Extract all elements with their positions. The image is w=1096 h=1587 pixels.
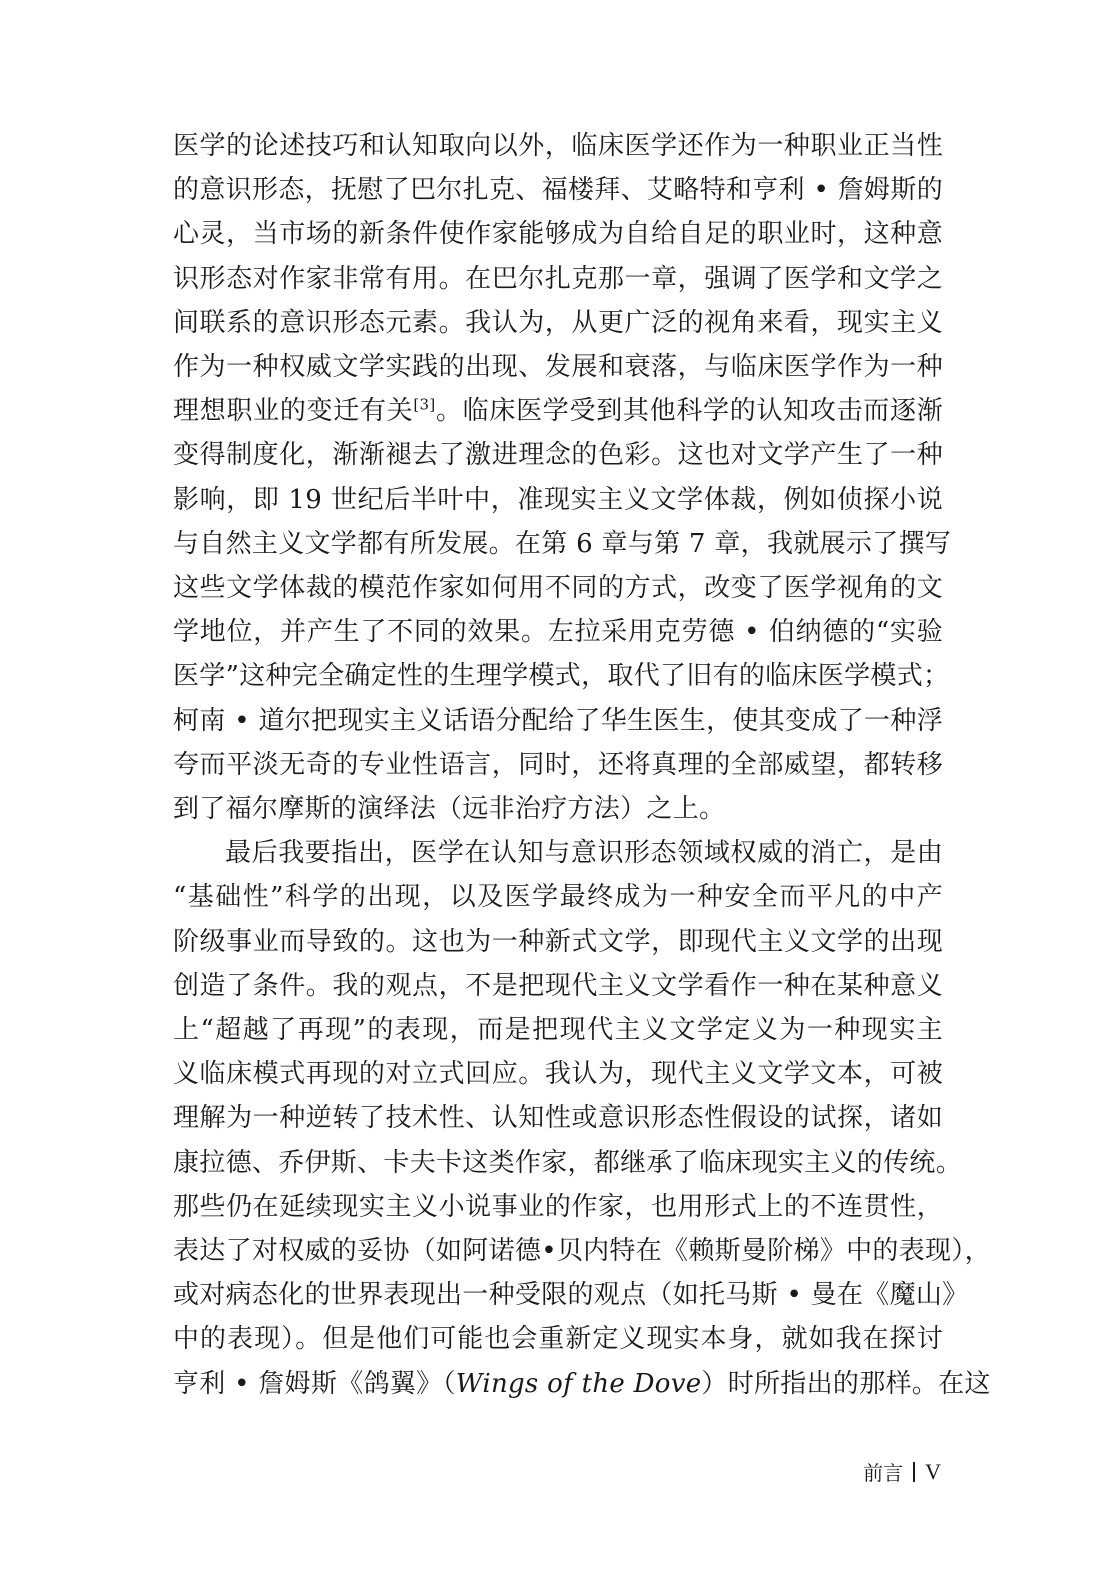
text-line: 间联系的意识形态元素。我认为，从更广泛的视角来看，现实主义 [173, 307, 943, 338]
text-segment: 。临床医学受到其他科学的认知攻击而逐渐 [435, 396, 944, 427]
text-line: 的意识形态，抚慰了巴尔扎克、福楼拜、艾略特和亨利 • 詹姆斯的 [173, 175, 943, 206]
text-line: 上“超越了再现”的表现，而是把现代主义文学定义为一种现实主 [173, 1015, 943, 1046]
text-line [173, 1362, 991, 1406]
text-line: 表达了对权威的妥协（如阿诺德•贝内特在《赖斯曼阶梯》中的表现）， [173, 1236, 991, 1267]
page-number: V [925, 1458, 941, 1484]
text-line: 这些文学体裁的模范作家如何用不同的方式，改变了医学视角的文 [173, 573, 943, 604]
text-line [173, 389, 943, 433]
footnote-reference[interactable]: [3] [413, 395, 436, 414]
text-segment: 亨利 • 詹姆斯《鸽翼》（ [173, 1368, 456, 1399]
text-line: 那些仍在延续现实主义小说事业的作家，也用形式上的不连贯性， [173, 1191, 943, 1222]
book-title-italic: Wings of the Dove [455, 1368, 702, 1399]
text-line: 康拉德、乔伊斯、卡夫卡这类作家，都继承了临床现实主义的传统。 [173, 1147, 963, 1178]
body-text [173, 124, 991, 1406]
text-line: 医学的论述技巧和认知取向以外，临床医学还作为一种职业正当性 [173, 131, 943, 161]
paragraph-1 [173, 124, 952, 831]
text-segment: 理想职业的变迁有关 [173, 396, 414, 427]
text-line: 最后我要指出，医学在认知与意识形态领域权威的消亡，是由 [225, 838, 943, 869]
text-line: 义临床模式再现的对立式回应。我认为，现代主义文学文本，可被 [173, 1059, 943, 1090]
text-line: 变得制度化，渐渐褪去了激进理念的色彩。这也对文学产生了一种 [173, 440, 943, 471]
text-line: 或对病态化的世界表现出一种受限的观点（如托马斯 • 曼在《魔山》 [173, 1280, 969, 1311]
text-line: 夸而平淡无奇的专业性语言，同时，还将真理的全部威望，都转移 [173, 749, 943, 780]
text-line: 影响，即 19 世纪后半叶中，准现实主义文学体裁，例如侦探小说 [173, 484, 943, 515]
text-line: 创造了条件。我的观点，不是把现代主义文学看作一种在某种意义 [173, 970, 943, 1001]
footer-separator [913, 1462, 915, 1482]
text-line: 心灵，当市场的新条件使作家能够成为自给自足的职业时，这种意 [173, 219, 943, 250]
text-line: 作为一种权威文学实践的出现、发展和衰落，与临床医学作为一种 [173, 352, 943, 383]
text-line: 识形态对作家非常有用。在巴尔扎克那一章，强调了医学和文学之 [173, 263, 943, 294]
text-line: 柯南 • 道尔把现实主义话语分配给了华生医生，使其变成了一种浮 [173, 705, 943, 736]
text-segment: ）时所指出的那样。在这 [701, 1368, 991, 1399]
text-line: 学地位，并产生了不同的效果。左拉采用克劳德 • 伯纳德的“实验 [173, 617, 943, 648]
text-line: 与自然主义文学都有所发展。在第 6 章与第 7 章，我就展示了撰写 [173, 528, 952, 559]
text-line: 阶级事业而导致的。这也为一种新式文学，即现代主义文学的出现 [173, 926, 943, 957]
text-line: “基础性”科学的出现，以及医学最终成为一种安全而平凡的中产 [173, 882, 943, 913]
text-line: 中的表现）。但是他们可能也会重新定义现实本身，就如我在探讨 [173, 1324, 943, 1355]
footer-section-label: 前言 [863, 1461, 904, 1485]
text-line: 医学”这种完全确定性的生理学模式，取代了旧有的临床医学模式； [173, 661, 950, 692]
text-line: 到了福尔摩斯的演绎法（远非治疗方法）之上。 [173, 794, 726, 825]
text-line: 理解为一种逆转了技术性、认知性或意识形态性假设的试探，诸如 [173, 1103, 943, 1134]
page-footer [863, 1457, 941, 1486]
paragraph-2 [173, 831, 991, 1406]
